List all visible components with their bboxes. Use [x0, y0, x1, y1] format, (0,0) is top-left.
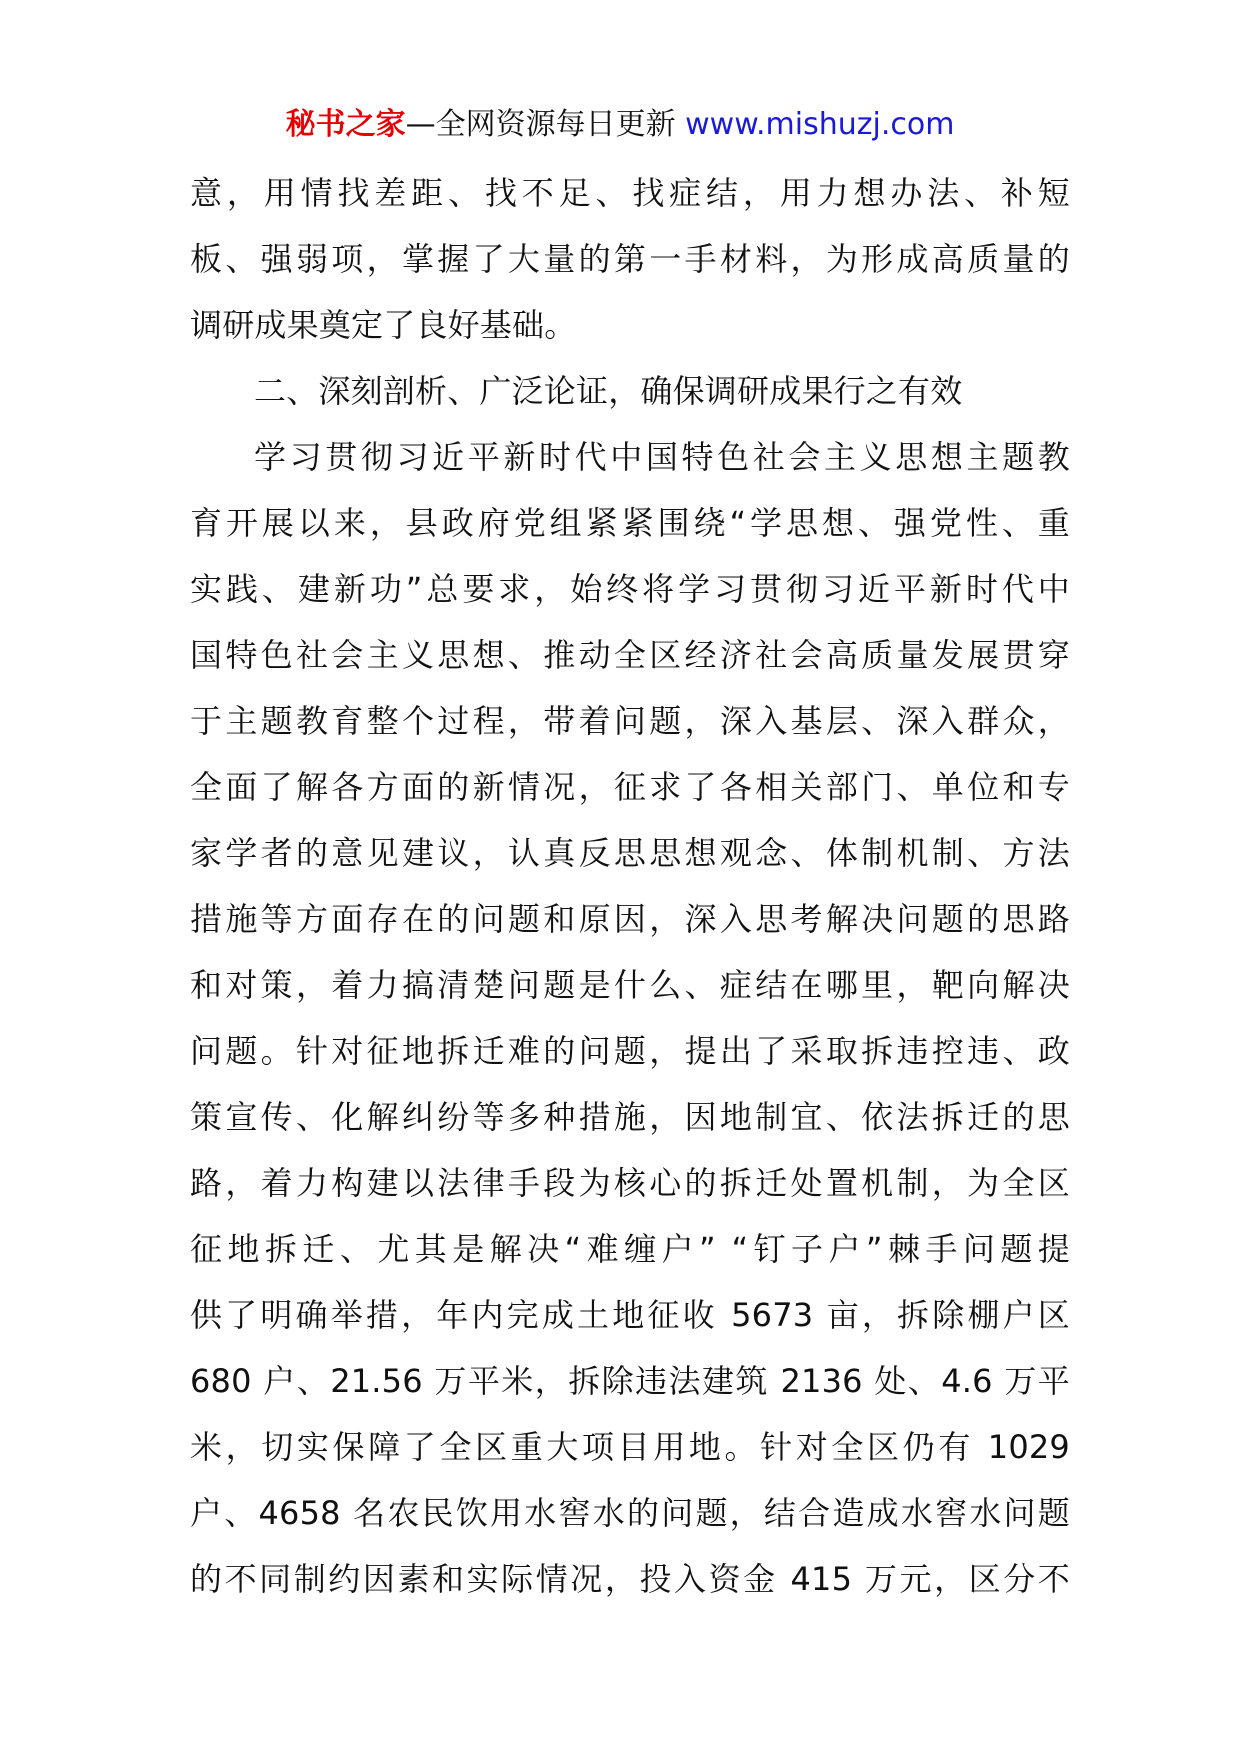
text-line: 学习贯彻习近平新时代中国特色社会主义思想主题教: [254, 438, 1070, 476]
text-line: 米，切实保障了全区重大项目用地。针对全区仍有 1029: [190, 1428, 1070, 1466]
header-tagline: —全网资源每日更新: [405, 107, 676, 142]
header-brand: 秘书之家: [285, 107, 406, 142]
section-heading-2: [190, 358, 1070, 424]
text-line: 家学者的意见建议，认真反思思想观念、体制机制、方法: [190, 834, 1070, 872]
text-line: 国特色社会主义思想、推动全区经济社会高质量发展贯穿: [190, 636, 1070, 674]
text-line: 措施等方面存在的问题和原因，深入思考解决问题的思路: [190, 900, 1070, 938]
text-line: 问题。针对征地拆迁难的问题，提出了采取拆违控违、政: [190, 1032, 1070, 1070]
heading-text: 二、深刻剖析、广泛论证，确保调研成果行之有效: [254, 372, 963, 410]
text-line: 路，着力构建以法律手段为核心的拆迁处置机制，为全区: [190, 1164, 1070, 1202]
paragraph-2: [190, 424, 1070, 1612]
text-line: 户、4658 名农民饮用水窖水的问题，结合造成水窖水问题: [190, 1494, 1070, 1532]
text-line: 调研成果奠定了良好基础。: [190, 306, 577, 344]
document-body: [190, 160, 1070, 1612]
header-url-link[interactable]: www.mishuzj.com: [685, 107, 955, 142]
text-line: 供了明确举措，年内完成土地征收 5673 亩，拆除棚户区: [190, 1296, 1070, 1334]
text-line: 全面了解各方面的新情况，征求了各相关部门、单位和专: [190, 768, 1070, 806]
text-line: 育开展以来，县政府党组紧紧围绕“学思想、强党性、重: [190, 504, 1070, 542]
paragraph-1: [190, 160, 1070, 358]
text-line: 和对策，着力搞清楚问题是什么、症结在哪里，靶向解决: [190, 966, 1070, 1004]
text-line: 板、强弱项，掌握了大量的第一手材料，为形成高质量的: [190, 240, 1070, 278]
text-line: 征地拆迁、尤其是解决“难缠户” “钉子户”棘手问题提: [190, 1230, 1070, 1268]
text-line: 680 户、21.56 万平米，拆除违法建筑 2136 处、4.6 万平: [190, 1362, 1070, 1400]
text-line: 的不同制约因素和实际情况，投入资金 415 万元，区分不: [190, 1560, 1070, 1598]
text-line: 意，用情找差距、找不足、找症结，用力想办法、补短: [190, 174, 1070, 212]
page-header: [0, 100, 1240, 150]
text-line: 实践、建新功”总要求，始终将学习贯彻习近平新时代中: [190, 570, 1070, 608]
text-line: 策宣传、化解纠纷等多种措施，因地制宜、依法拆迁的思: [190, 1098, 1070, 1136]
text-line: 于主题教育整个过程，带着问题，深入基层、深入群众，: [190, 702, 1070, 740]
